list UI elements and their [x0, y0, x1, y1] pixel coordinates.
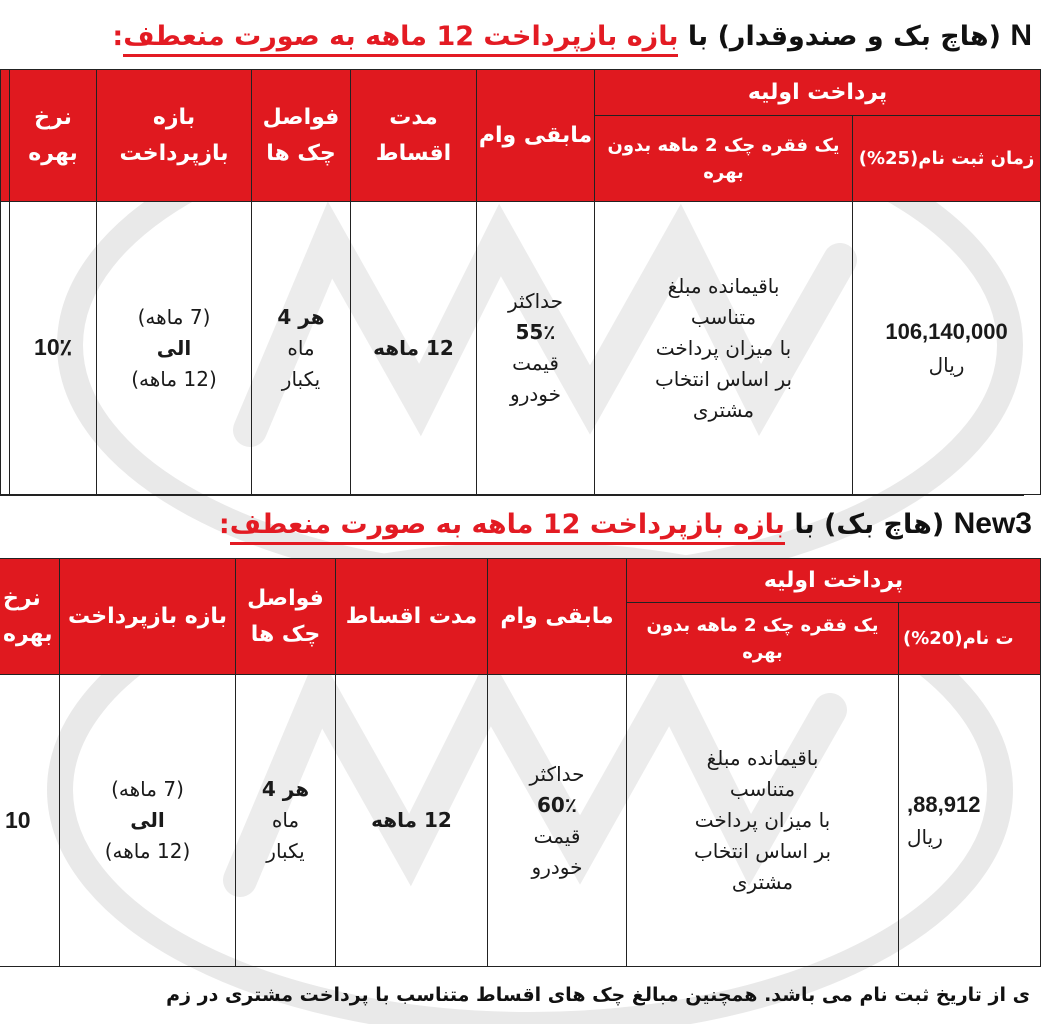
body-type: (هاچ بک و صندوقدار)	[717, 21, 1001, 52]
repayment-line: (12 ماهه)	[104, 839, 191, 863]
header-installment-term: مدت اقساط	[351, 70, 477, 202]
check-interval-line: یکبار	[281, 366, 321, 391]
connector-text: با	[794, 509, 815, 540]
header-repayment-period: بازه بازپرداخت	[97, 70, 252, 202]
registration-cell	[899, 675, 1041, 967]
header-registration: زمان ثبت نام(25%)	[853, 116, 1041, 202]
body-type: (هاچ بک)	[824, 509, 945, 540]
one-check-line: متناسب	[690, 304, 757, 329]
loan-percent: 55٪	[515, 320, 556, 344]
registration-amount: 106,140,000	[885, 319, 1008, 345]
header-repayment-period: بازه بازپرداخت	[60, 559, 236, 675]
repayment-line: (7 ماهه)	[137, 304, 211, 329]
one-check-line: باقیمانده مبلغ	[667, 273, 780, 298]
header-check-interval: فواصل چک ها	[252, 70, 351, 202]
one-check-line: بر اساس انتخاب	[654, 366, 793, 391]
check-interval-line: هر 4	[277, 304, 325, 329]
repayment-line: الی	[130, 808, 165, 832]
heading-colon: :	[112, 21, 124, 52]
loan-line: حداکثر	[507, 289, 563, 313]
model-name: N	[1010, 19, 1032, 52]
installment-table-1	[0, 69, 1041, 495]
header-installment-term: مدت اقساط	[336, 559, 488, 675]
highlight-text: بازه بازپرداخت 12 ماهه به صورت منعطف	[230, 509, 785, 545]
footer-note: ی از تاریخ ثبت نام می باشد. همچنین مبالغ چک های اقساط متناسب با پرداخت مشتری در زم	[166, 984, 1030, 1006]
heading-colon: :	[218, 509, 230, 540]
header-one-check: یک فقره چک 2 ماهه بدون بهره	[627, 603, 899, 675]
one-check-line: مشتری	[692, 397, 755, 422]
one-check-line: بر اساس انتخاب	[693, 839, 832, 863]
table2-heading	[219, 506, 1032, 542]
table1-heading	[112, 18, 1032, 54]
interest-rate-cell: 10	[0, 675, 60, 967]
header-interest-rate: نرخ بهره	[0, 559, 60, 675]
loan-line: حداکثر	[529, 761, 585, 786]
repayment-period-cell	[97, 202, 252, 495]
interest-rate-cell: 10٪	[10, 202, 97, 495]
header-initial-payment: پرداخت اولیه	[595, 70, 1041, 116]
one-check-line: با میزان پرداخت	[655, 335, 792, 360]
loan-line: قیمت	[512, 351, 559, 375]
header-check-interval: فواصل چک ها	[236, 559, 336, 675]
check-interval-line: ماه	[271, 808, 300, 832]
registration-unit: ریال	[928, 352, 965, 377]
loan-line: خودرو	[531, 854, 583, 879]
check-interval-line: یکبار	[266, 839, 305, 863]
header-registration: ت نام(20%)	[899, 603, 1041, 675]
header-initial-payment: پرداخت اولیه	[627, 559, 1041, 603]
header-one-check: یک فقره چک 2 ماهه بدون بهره	[595, 116, 853, 202]
check-interval-line: ماه	[287, 335, 315, 360]
one-check-cell	[627, 675, 899, 967]
loan-line: خودرو	[510, 382, 561, 406]
repayment-period-cell	[60, 675, 236, 967]
check-interval-cell	[236, 675, 336, 967]
highlight-text: بازه بازپرداخت 12 ماهه به صورت منعطف	[123, 21, 678, 57]
loan-cell	[488, 675, 627, 967]
installment-table-2	[0, 558, 1041, 967]
header-loan-remainder: مابقی وام	[477, 70, 595, 202]
installment-term-cell: 12 ماهه	[351, 202, 477, 495]
model-name: New3	[953, 507, 1032, 540]
header-loan-remainder: مابقی وام	[488, 559, 627, 675]
repayment-line: الی	[156, 335, 192, 360]
header-edge	[1, 70, 10, 202]
repayment-line: (7 ماهه)	[111, 777, 184, 801]
one-check-line: متناسب	[729, 777, 796, 801]
check-interval-cell	[252, 202, 351, 495]
edge-cell	[1, 202, 10, 495]
loan-cell	[477, 202, 595, 495]
registration-cell	[853, 202, 1041, 495]
check-interval-line: هر 4	[261, 777, 310, 801]
loan-percent: 60٪	[536, 792, 578, 817]
installment-term-cell: 12 ماهه	[336, 675, 488, 967]
one-check-line: مشتری	[731, 870, 794, 894]
one-check-line: با میزان پرداخت	[694, 808, 831, 832]
one-check-line: باقیمانده مبلغ	[706, 746, 819, 770]
repayment-line: (12 ماهه)	[131, 366, 217, 391]
registration-unit: ریال	[907, 825, 943, 850]
registration-amount: 88,912,	[907, 791, 981, 817]
header-interest-rate: نرخ بهره	[10, 70, 97, 202]
loan-line: قیمت	[533, 823, 581, 848]
one-check-cell	[595, 202, 853, 495]
connector-text: با	[687, 21, 709, 52]
